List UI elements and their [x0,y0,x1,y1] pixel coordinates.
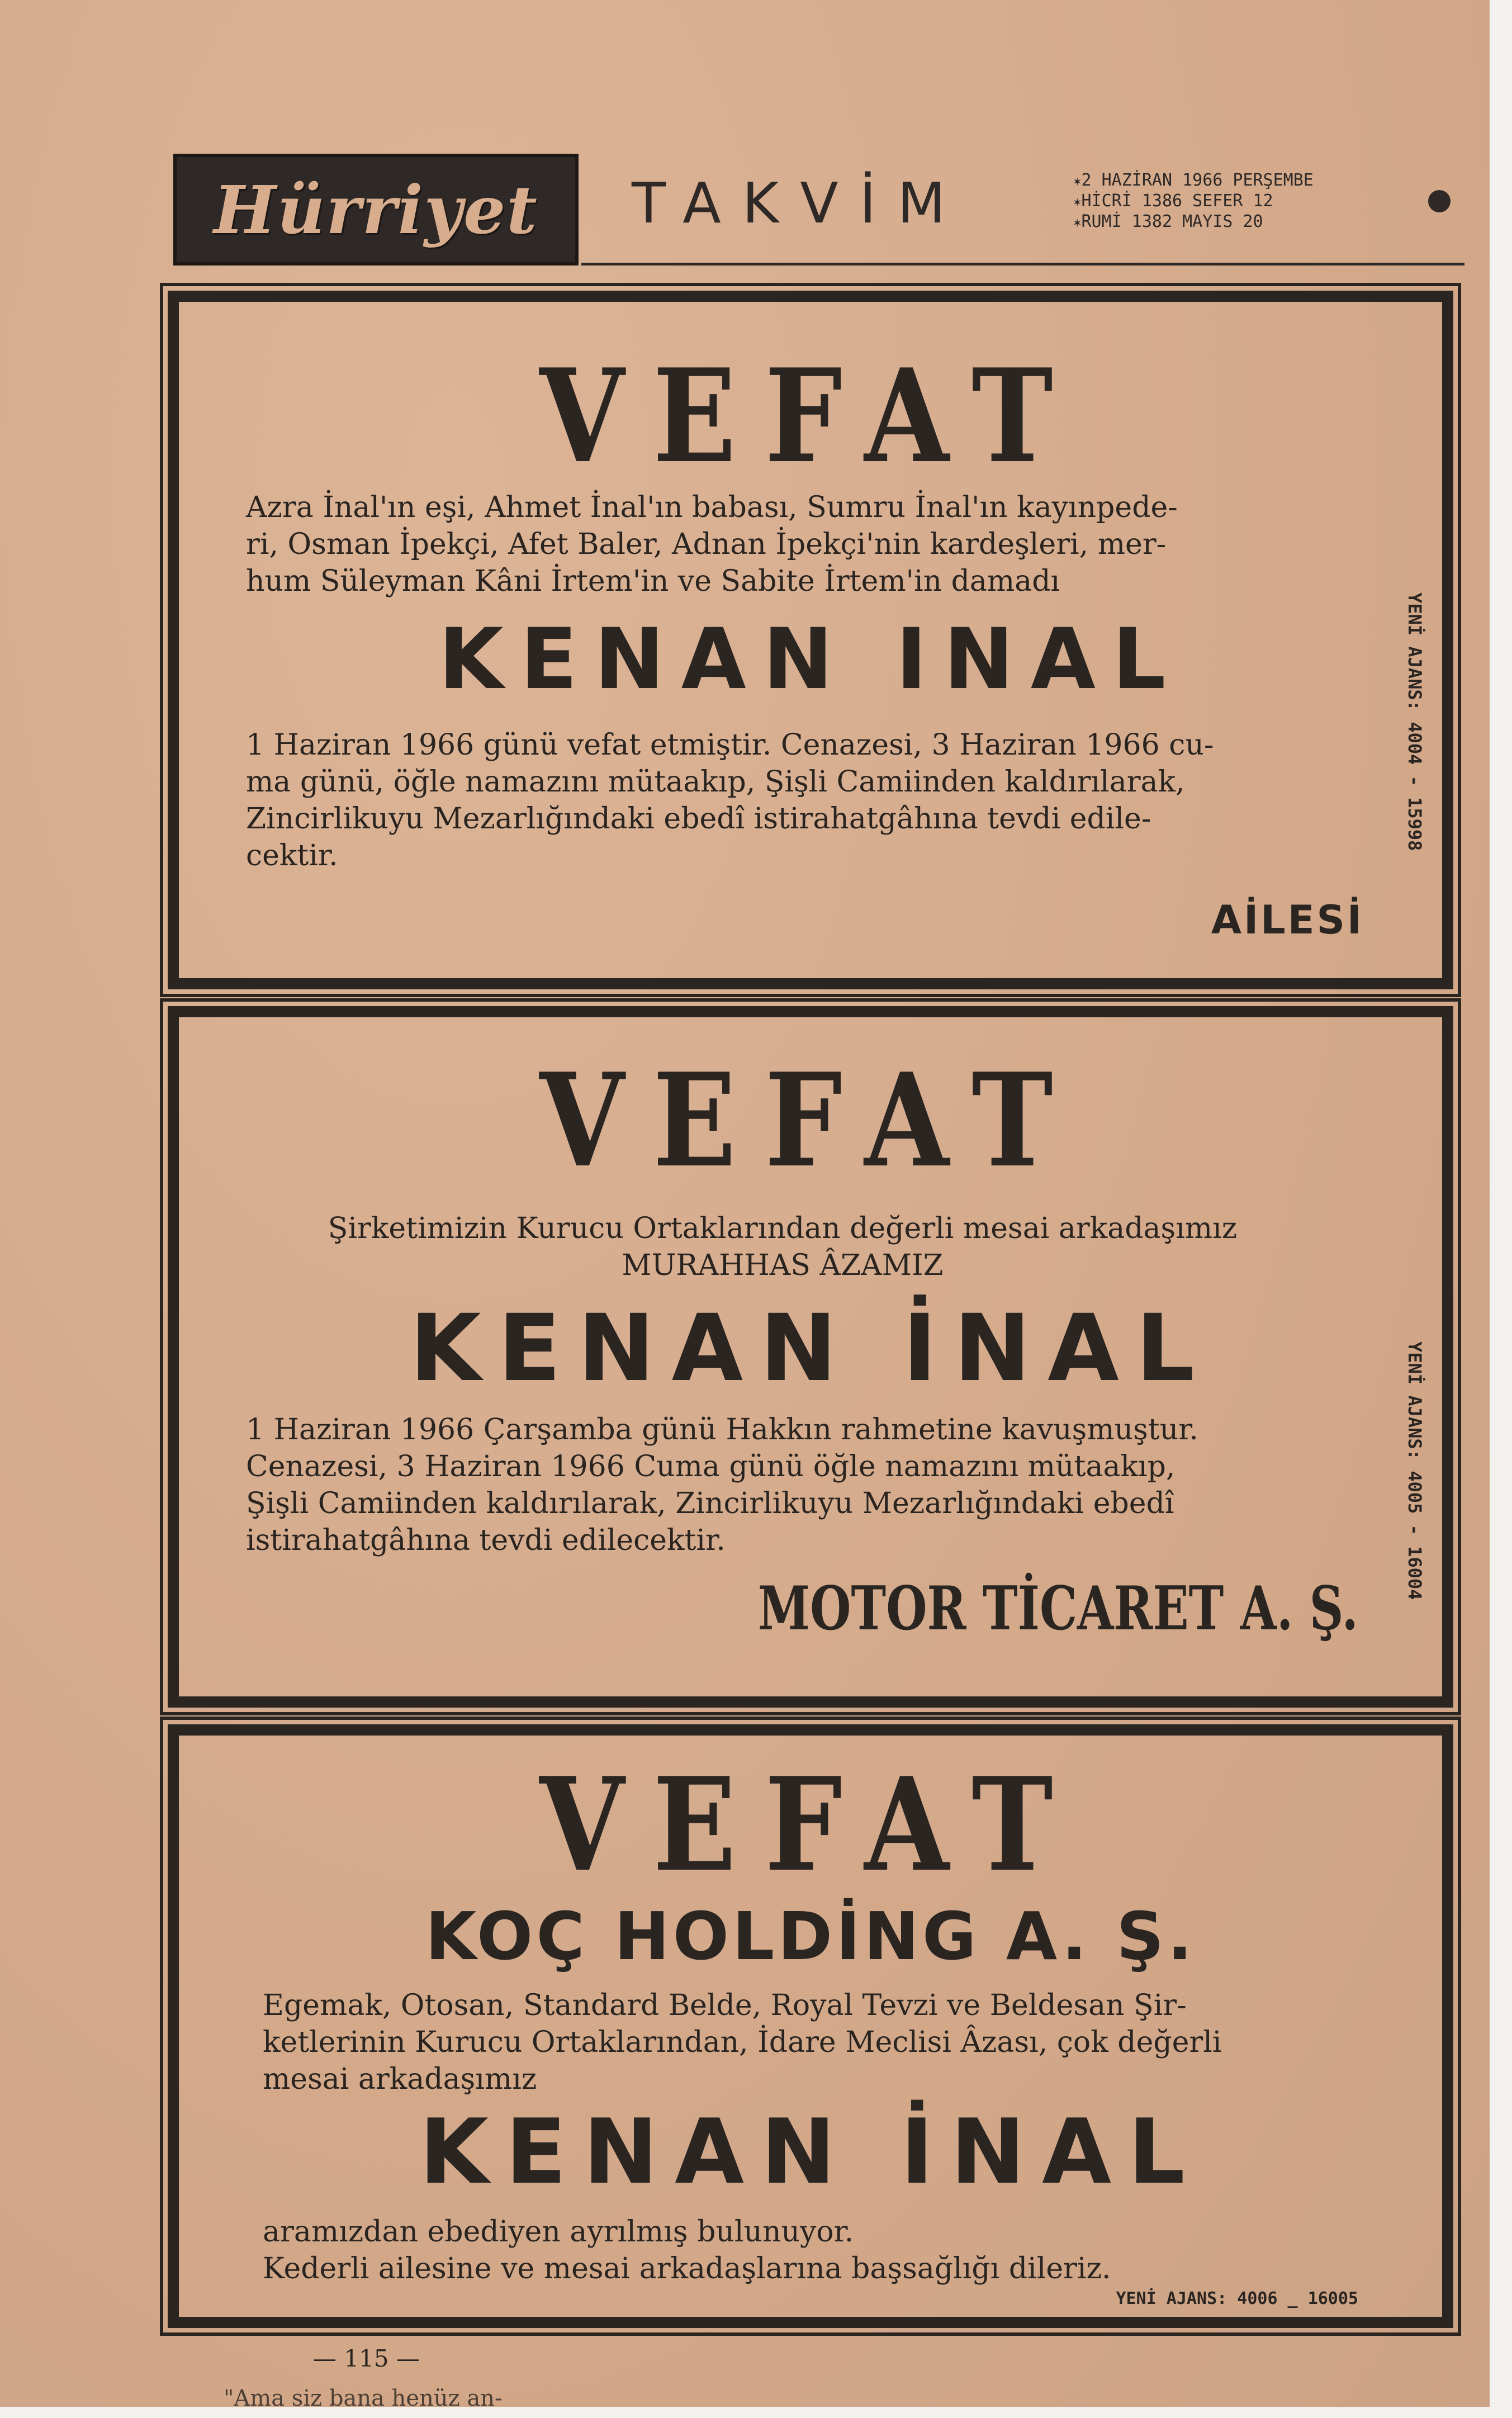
header-divider [581,263,1464,265]
date-gregorian: ✶ 2 HAZİRAN 1966 PERŞEMBE [1073,170,1386,191]
page-number: — 115 — [313,2345,420,2372]
notice-body [263,2213,1342,2287]
deceased-name: KENAN İNAL [419,2099,1202,2204]
intro-line: hum Süleyman Kâni İrtem'in ve Sabite İrtem'in damadı [246,565,1060,598]
body-line: Kederli ailesine ve mesai arkadaşlarına başsağlığı dileriz. [263,2252,1111,2286]
deceased-name: KENAN İNAL [409,1295,1212,1402]
body-line: cektir. [246,839,338,873]
notice-heading: VEFAT [539,1750,1082,1900]
agency-code: YENİ AJANS: 4004 - 15998 [1404,592,1425,851]
cut-off-text: "Ama siz bana henüz an- [224,2386,503,2408]
body-line: Cenazesi, 3 Haziran 1966 Cuma günü öğle namazını mütaakıp, [246,1450,1176,1483]
intro-line: mesai arkadaşımız [263,2063,537,2096]
body-line: Şişli Camiinden kaldırılarak, Zincirlikuyu Mezarlığındaki ebedî [246,1487,1174,1520]
date-rumi: ✶ RUMİ 1382 MAYIS 20 [1073,212,1386,233]
newspaper-logo [173,154,579,265]
notice-heading: VEFAT [539,1045,1082,1196]
date-hijri: ✶ HİCRİ 1386 SEFER 12 [1073,191,1386,212]
scan-margin-right [1490,0,1512,2418]
body-line: 1 Haziran 1966 günü vefat etmiştir. Cenazesi, 3 Haziran 1966 cu- [246,728,1214,762]
intro-line: Azra İnal'ın eşi, Ahmet İnal'ın babası, Sumru İnal'ın kayınpede- [246,491,1178,524]
obituary-notice-koc-holding [168,1724,1453,2328]
intro-line: Şirketimizin Kurucu Ortaklarından değerli mesai arkadaşımız [328,1212,1238,1245]
notice-body [246,727,1342,874]
notice-intro [263,1987,1342,2098]
intro-line: ketlerinin Kurucu Ortaklarından, İdare Meclisi Âzası, çok değerli [263,2026,1222,2059]
notice-heading: VEFAT [539,341,1082,492]
notice-signature: MOTOR TİCARET A. Ş. [758,1573,1358,1644]
body-line: ma günü, öğle namazını mütaakıp, Şişli Camiinden kaldırılarak, [246,765,1185,799]
obituary-notice-family [168,291,1453,989]
intro-line: ri, Osman İpekçi, Afet Baler, Adnan İpekçi'nin kardeşleri, mer- [246,528,1167,561]
body-line: aramızdan ebediyen ayrılmış bulunuyor. [263,2215,854,2249]
notice-signature: AİLESİ [1211,897,1364,943]
notice-intro [246,489,1342,600]
scan-margin-bottom [0,2407,1512,2418]
intro-line: Egemak, Otosan, Standard Belde, Royal Tevzi ve Beldesan Şir- [263,1989,1187,2022]
date-block [1073,170,1386,233]
section-title: TAKVİM [632,170,967,236]
intro-line: MURAHHAS ÂZAMIZ [622,1249,944,1282]
body-line: 1 Haziran 1966 Çarşamba günü Hakkın rahmetine kavuşmuştur. [246,1413,1198,1447]
obituary-notice-motor-ticaret [168,1006,1453,1708]
bullet-dot [1428,190,1451,212]
agency-code: YENİ AJANS: 4005 - 16004 [1404,1341,1425,1600]
notice-body [246,1411,1342,1559]
agency-code: YENİ AJANS: 4006 _ 16005 [1116,2289,1358,2308]
company-name: KOÇ HOLDİNG A. Ş. [425,1898,1196,1975]
body-line: istirahatgâhına tevdi edilecektir. [246,1524,726,1557]
deceased-name: KENAN INAL [438,611,1183,708]
logo-text: Hürriyet [214,170,538,249]
body-line: Zincirlikuyu Mezarlığındaki ebedî istirahatgâhına tevdi edile- [246,802,1151,836]
